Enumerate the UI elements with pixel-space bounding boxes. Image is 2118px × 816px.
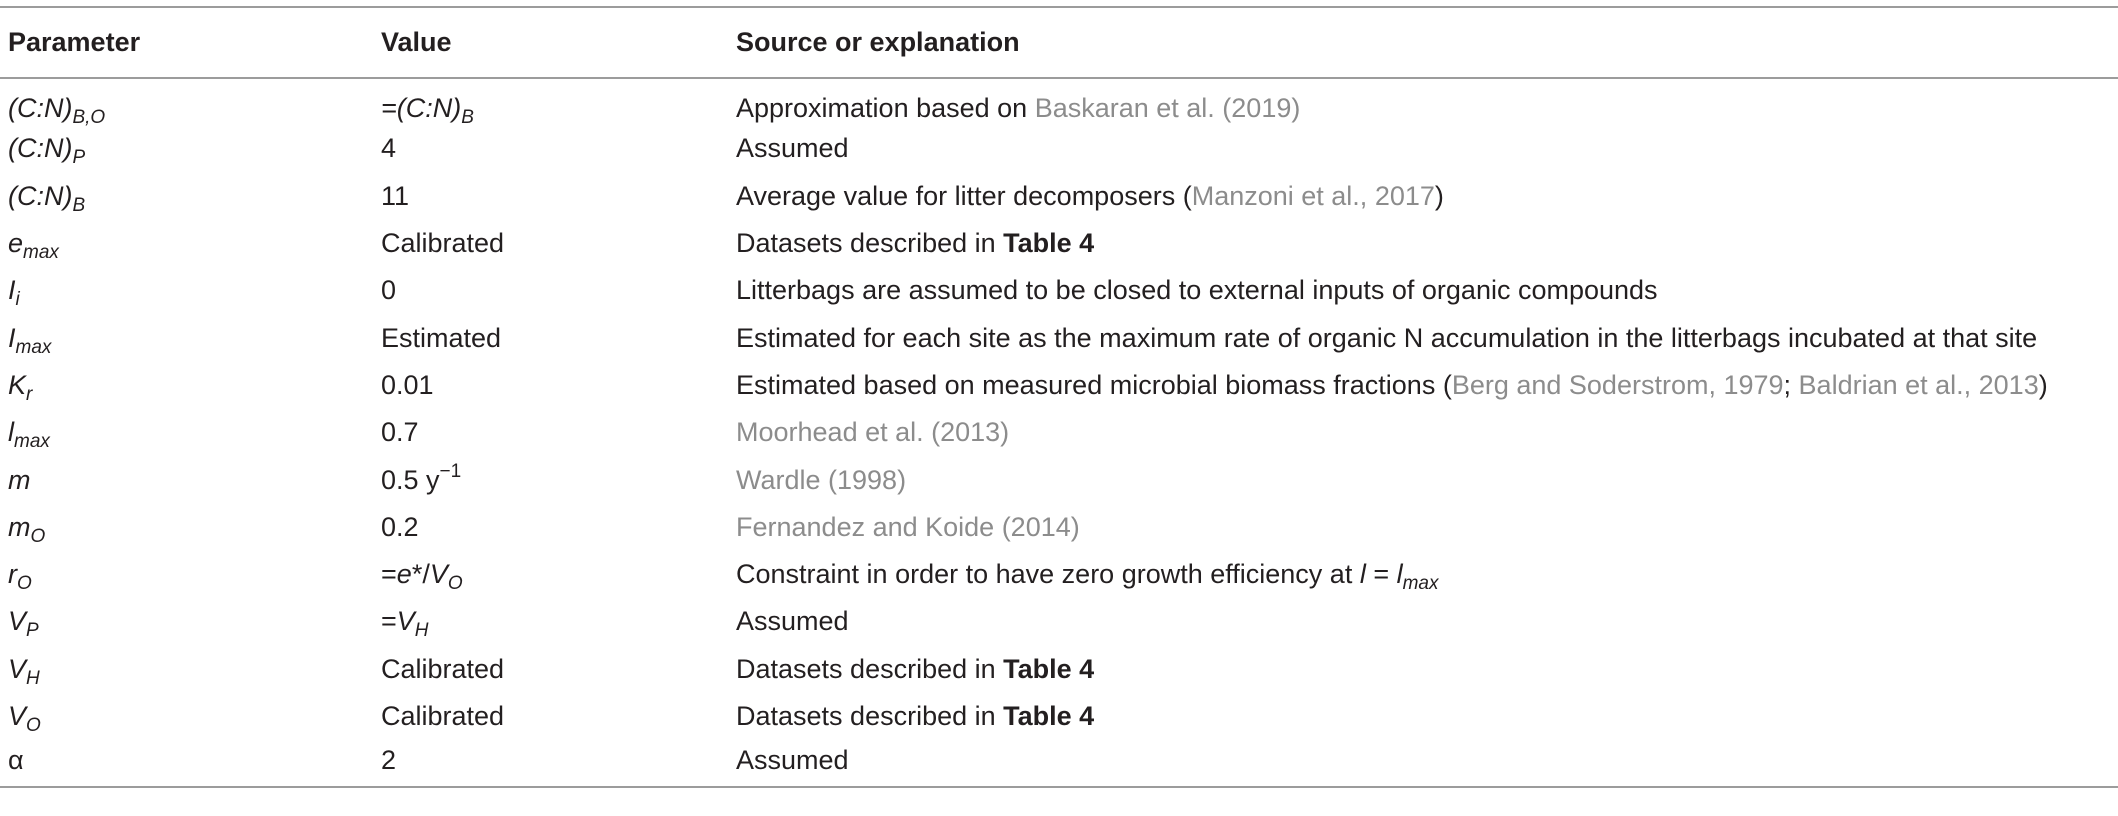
value-cell: $=(C:N)_B$ bbox=[381, 92, 474, 128]
citation-link[interactable]: Berg and Soderstrom, 1979 bbox=[1451, 369, 1784, 400]
value-cell: 0.5 $y^{-1}$ bbox=[381, 460, 462, 495]
source-cell: Estimated based on measured microbial biomass fractions (Berg and Soderstrom, 1979; Baldrian et al., 2013) bbox=[736, 369, 2048, 400]
table-row bbox=[0, 456, 2118, 503]
table-row bbox=[0, 78, 2118, 125]
header-parameter: Parameter bbox=[0, 7, 381, 78]
citation-link[interactable]: Wardle (1998) bbox=[736, 464, 907, 495]
parameter-cell: $e_{max}$ bbox=[8, 228, 59, 264]
table-row bbox=[0, 267, 2118, 314]
source-cell: Datasets described in Table 4 bbox=[736, 228, 1095, 259]
source-cell bbox=[736, 504, 2118, 551]
header-row bbox=[0, 7, 2118, 78]
value-cell: 2 bbox=[381, 740, 736, 787]
citation-link[interactable]: Moorhead et al. (2013) bbox=[736, 417, 1010, 448]
value-cell: 0.01 bbox=[381, 369, 434, 400]
source-cell: Average value for litter decomposers (Manzoni et al., 2017) bbox=[736, 180, 1444, 211]
parameter-cell: $I_{max}$ bbox=[8, 322, 52, 358]
header-source: Source or explanation bbox=[736, 7, 2118, 78]
source-cell: Constraint in order to have zero growth efficiency at $l = l_{max}$ bbox=[736, 559, 1439, 595]
parameter-cell: $K_r$ bbox=[8, 369, 33, 405]
source-cell: Datasets described in Table 4 bbox=[736, 701, 1095, 731]
source-cell: Datasets described in Table 4 bbox=[736, 653, 1095, 684]
parameter-cell: $r_O$ bbox=[8, 559, 32, 595]
table-reference-link[interactable]: Table 4 bbox=[1003, 653, 1095, 684]
table-row bbox=[0, 362, 2118, 409]
value-cell: 4 bbox=[381, 133, 397, 164]
table-row bbox=[0, 173, 2118, 220]
source-cell: Litterbags are assumed to be closed to external inputs of organic compounds bbox=[736, 275, 1658, 306]
parameter-cell: α bbox=[0, 740, 381, 787]
value-cell: 0.7 bbox=[381, 417, 419, 448]
citation-link[interactable]: Manzoni et al., 2017 bbox=[1191, 180, 1435, 211]
source-cell: Approximation based on Baskaran et al. (2019) bbox=[736, 92, 1301, 123]
header-value: Value bbox=[381, 7, 736, 78]
citation-link[interactable]: Fernandez and Koide (2014) bbox=[736, 511, 1080, 542]
value-cell: Calibrated bbox=[381, 653, 505, 684]
table-row bbox=[0, 693, 2118, 740]
table-row bbox=[0, 125, 2118, 172]
table-row bbox=[0, 646, 2118, 693]
parameter-cell: $l_{max}$ bbox=[8, 417, 50, 453]
parameter-cell: m bbox=[8, 464, 31, 495]
table-row bbox=[0, 551, 2118, 598]
value-cell: 11 bbox=[381, 180, 410, 211]
table-row bbox=[0, 409, 2118, 456]
parameter-table bbox=[0, 6, 2118, 788]
source-cell: Assumed bbox=[736, 606, 849, 637]
source-cell: Assumed bbox=[736, 740, 2118, 787]
value-cell: 0.2 bbox=[381, 511, 419, 542]
parameter-cell: $m_O$ bbox=[8, 511, 46, 547]
table-reference-link[interactable]: Table 4 bbox=[1003, 228, 1095, 259]
source-cell: Estimated for each site as the maximum rate of organic N accumulation in the litterbags incubated at that site bbox=[736, 322, 2038, 353]
parameter-cell: $(C:N)_P$ bbox=[8, 133, 86, 169]
parameter-cell: $(C:N)_{B,O}$ bbox=[8, 92, 106, 128]
value-cell: Estimated bbox=[381, 322, 502, 353]
table-row bbox=[0, 598, 2118, 645]
value-cell: $=e*/V_O$ bbox=[381, 559, 463, 595]
parameter-cell: $V_H$ bbox=[8, 653, 40, 689]
parameter-cell: $V_O$ bbox=[8, 701, 41, 736]
citation-link[interactable]: Baskaran et al. (2019) bbox=[1034, 92, 1301, 123]
parameter-cell: $V_P$ bbox=[8, 606, 39, 642]
value-cell: 0 bbox=[381, 275, 397, 306]
table-row bbox=[0, 504, 2118, 551]
table-row bbox=[0, 314, 2118, 361]
table-row bbox=[0, 740, 2118, 787]
value-cell: $=V_H$ bbox=[381, 606, 429, 642]
table-reference-link[interactable]: Table 4 bbox=[1003, 701, 1095, 731]
source-cell: Assumed bbox=[736, 133, 849, 164]
source-cell bbox=[736, 409, 2118, 456]
value-cell: Calibrated bbox=[381, 228, 505, 259]
parameter-cell: $(C:N)_B$ bbox=[8, 180, 86, 216]
citation-link[interactable]: Baldrian et al., 2013 bbox=[1798, 369, 2039, 400]
parameter-cell: $I_i$ bbox=[8, 275, 20, 311]
source-cell bbox=[736, 456, 2118, 503]
table-row bbox=[0, 220, 2118, 267]
value-cell: Calibrated bbox=[381, 701, 505, 731]
